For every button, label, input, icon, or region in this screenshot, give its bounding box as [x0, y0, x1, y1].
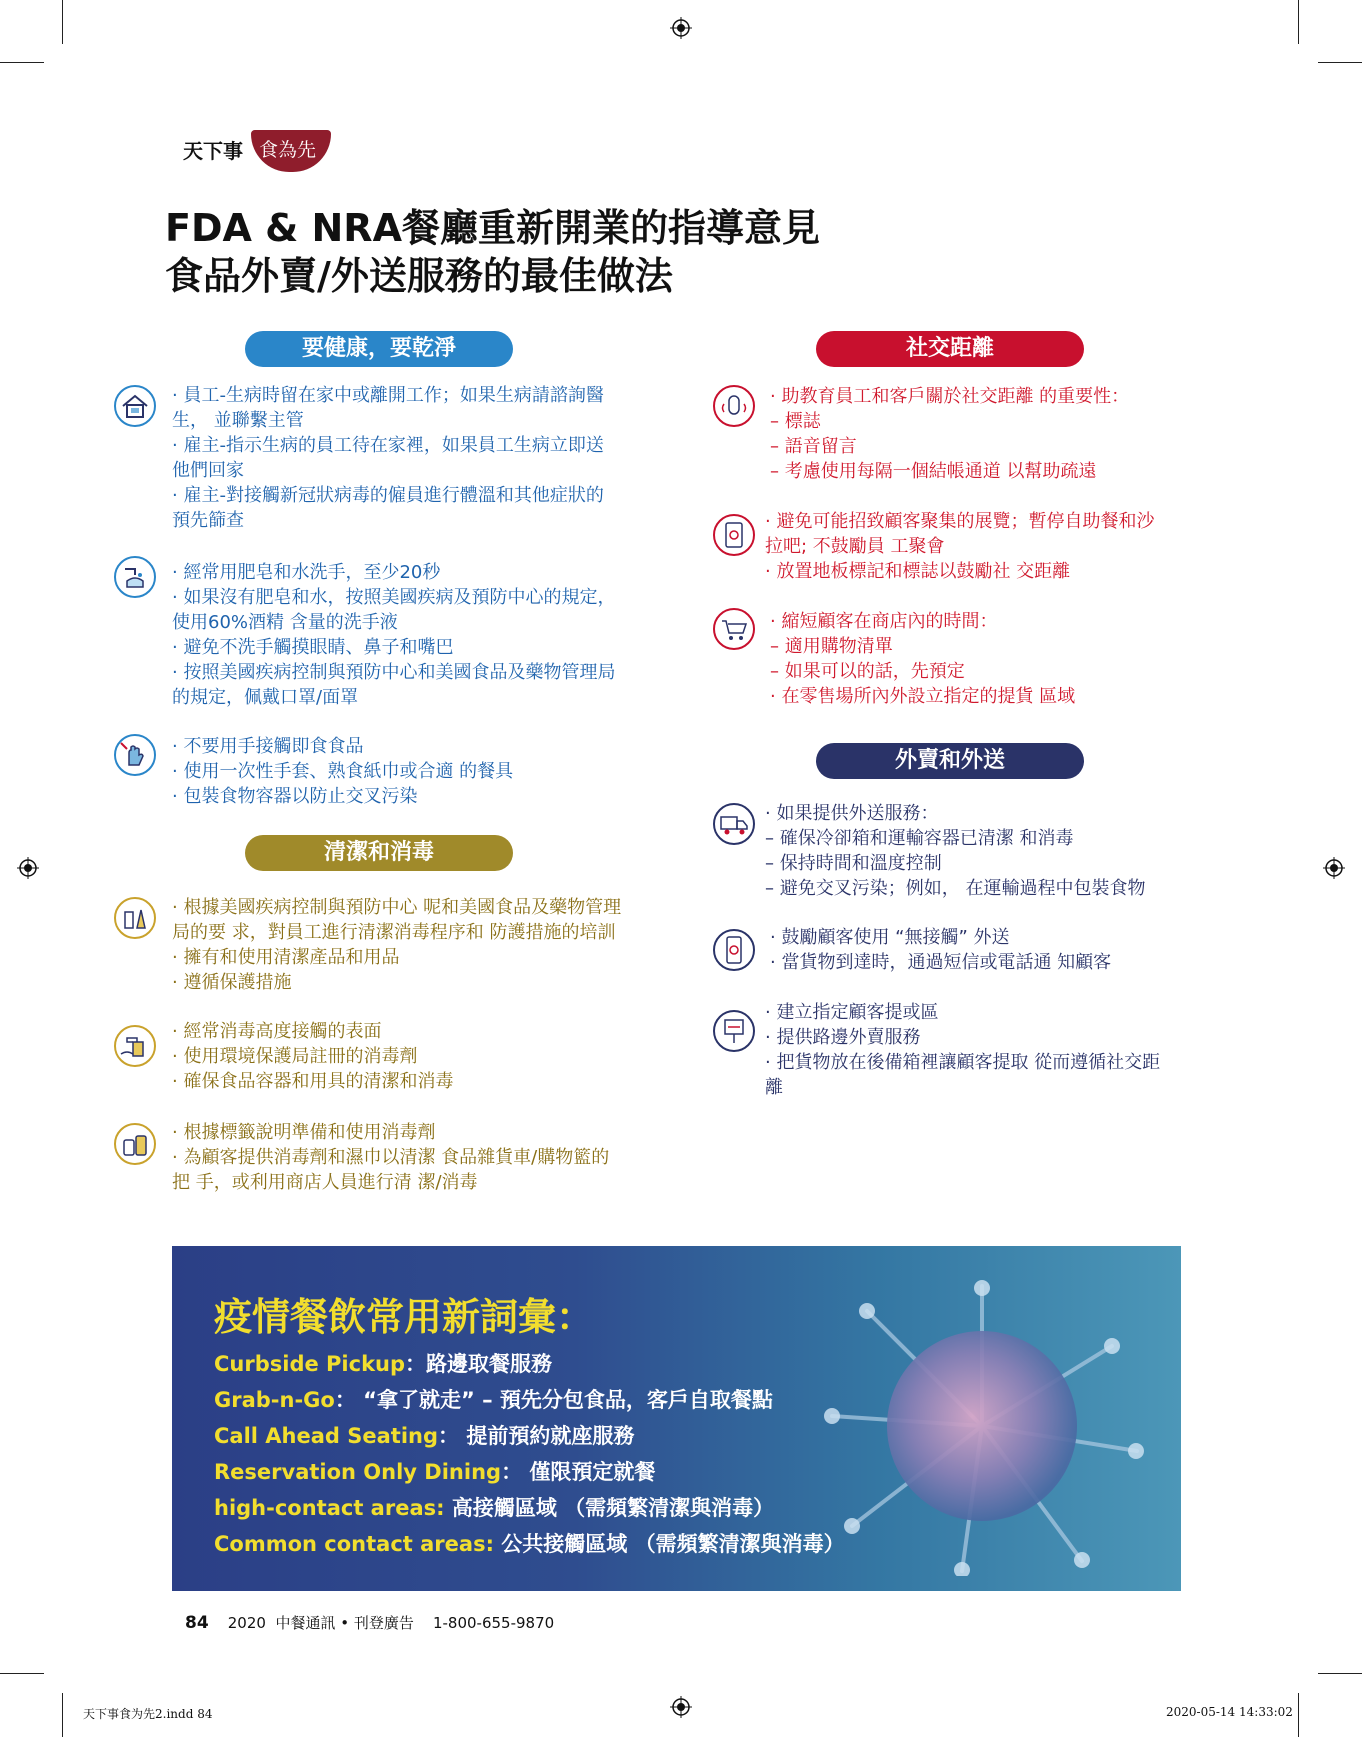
delivery-truck-icon — [712, 802, 756, 846]
crop-mark — [1318, 62, 1362, 63]
cleaning-group-1-text: · 根據美國疾病控制與預防中心 呢和美國食品及藥物管理 局的要 求，對員工進行清潔消毒程序和 防護措施的培訓 · 擁有和使用清潔產品和用品 · 遵循保護措施 — [172, 897, 622, 993]
announcement-icon — [712, 384, 756, 428]
glossary-term: Curbside Pickup — [214, 1352, 406, 1376]
section-heading-healthy: 要健康，要乾淨 — [245, 331, 513, 367]
cleaning-group-2-text: · 經常消毒高度接觸的表面 · 使用環境保護局註冊的消毒劑 · 確保食品容器和用具的清潔和消毒 — [172, 1021, 454, 1092]
gloves-icon — [113, 733, 157, 777]
page-title-line-2: 食品外賣/外送服務的最佳做法 — [165, 254, 673, 298]
logo-bowl — [251, 130, 331, 172]
disinfectant-bottles-icon — [113, 1122, 157, 1166]
takeout-group-1-text: · 如果提供外送服務： – 確保冷卻箱和運輸容器已清潔 和消毒 – 保持時間和溫度控制 – 避免交叉污染；例如， 在運輸過程中包裝食物 — [765, 803, 1146, 899]
footer-phone: 1-800-655-9870 — [432, 1614, 555, 1632]
footer-year: 2020 — [227, 1614, 266, 1632]
section-heading-cleaning: 清潔和消毒 — [245, 835, 513, 871]
cleaning-group-3-text: · 根據標籤說明準備和使用消毒劑 · 為顧客提供消毒劑和濕巾以清潔 食品雜貨車/購物籃的 把 手，或利用商店人員進行清 潔/消毒 — [172, 1122, 610, 1193]
glossary-item: Curbside Pickup：路邊取餐服務 — [214, 1352, 553, 1376]
glossary-item: Call Ahead Seating： 提前預約就座服務 — [214, 1424, 635, 1448]
glossary-term: Common contact areas: — [214, 1532, 494, 1556]
healthy-group-2-text: · 經常用肥皂和水洗手，至少20秒 · 如果沒有肥皂和水，按照美國疾病及預防中心的規定， 使用60%酒精 含量的洗手液 · 避免不洗手觸摸眼睛、鼻子和嘴巴 · 按照美國疾病控制與預防中心和美國食品及藥物管理局 的規定，佩戴口罩/面罩 — [172, 562, 616, 708]
page-number: 84 — [185, 1613, 209, 1633]
house-icon — [113, 384, 157, 428]
pickup-sign-icon — [712, 1009, 756, 1053]
glossary-term: Grab-n-Go — [214, 1388, 335, 1412]
page-footer — [185, 1612, 554, 1633]
glossary-title: 疫情餐飲常用新詞彙： — [214, 1295, 595, 1339]
crop-mark — [1298, 0, 1299, 44]
glossary-item: Grab-n-Go： “拿了就走” – 預先分包食品，客戶自取餐點 — [214, 1388, 773, 1412]
crop-mark — [1318, 1673, 1362, 1674]
glossary-definition: 路邊取餐服務 — [426, 1352, 553, 1376]
glossary-definition: 提前預約就座服務 — [459, 1424, 635, 1448]
glossary-term: Call Ahead Seating — [214, 1424, 439, 1448]
glossary-term: Reservation Only Dining — [214, 1460, 502, 1484]
crop-mark — [0, 62, 44, 63]
healthy-group-3-text: · 不要用手接觸即食食品 · 使用一次性手套、熟食紙巾或合適 的餐具 · 包裝食物容器以防止交叉污染 — [172, 736, 514, 807]
section-heading-distancing: 社交距離 — [816, 331, 1084, 367]
hand-washing-icon — [113, 555, 157, 599]
page-title-line-1: FDA & NRA餐廳重新開業的指導意見 — [165, 206, 820, 250]
glossary-term: high-contact areas: — [214, 1496, 445, 1520]
glossary-banner — [172, 1246, 1181, 1591]
distancing-group-1-text: · 助教育員工和客戶關於社交距離 的重要性： – 標誌 – 語音留言 – 考慮使用每隔一個結帳通道 以幫助疏遠 — [770, 386, 1130, 482]
healthy-group-1-text: · 員工-生病時留在家中或離開工作；如果生病請諮詢醫 生， 並聯繫主管 · 雇主-指示生病的員工待在家裡，如果員工生病立即送 他們回家 · 雇主-對接觸新冠狀病毒的僱員進行體溫和其他症狀的 預先篩查 — [172, 385, 604, 531]
registration-mark-icon — [17, 857, 39, 879]
crop-mark — [62, 0, 63, 44]
footer-publication: 中餐通訊 • 刊登廣告 — [275, 1614, 414, 1632]
phone-icon — [712, 928, 756, 972]
shopping-cart-icon — [712, 607, 756, 651]
glossary-item: Reservation Only Dining： 僅限預定就餐 — [214, 1460, 656, 1484]
distancing-group-2-text: · 避免可能招致顧客聚集的展覽；暫停自助餐和沙 拉吧; 不鼓勵員 工聚會 · 放置地板標記和標誌以鼓勵社 交距離 — [765, 511, 1155, 582]
distancing-group-3-text: · 縮短顧客在商店內的時間： – 適用購物清單 – 如果可以的話，先預定 · 在零售場所內外設立指定的提貨 區域 — [770, 611, 1076, 707]
logo-left-text: 天下事 — [183, 139, 243, 163]
registration-mark-icon — [670, 17, 692, 39]
crop-mark — [1298, 1693, 1299, 1737]
registration-mark-icon — [670, 1696, 692, 1718]
glossary-definition: 高接觸區域 （需頻繁清潔與消毒） — [451, 1496, 775, 1520]
takeout-group-3-text: · 建立指定顧客提或區 · 提供路邊外賣服務 · 把貨物放在後備箱裡讓顧客提取 從而遵循社交距 離 — [765, 1002, 1161, 1098]
slug-timestamp: 2020-05-14 14:33:02 — [1166, 1705, 1293, 1719]
glossary-item — [214, 1492, 774, 1522]
slug-file: 天下事食为先2.indd 84 — [83, 1707, 213, 1721]
logo-right-text: 食為先 — [259, 139, 317, 161]
glossary-definition: 公共接觸區域 （需頻繁清潔與消毒） — [501, 1532, 845, 1556]
virus-illustration — [812, 1276, 1152, 1576]
glossary-definition: 僅限預定就餐 — [522, 1460, 656, 1484]
glossary-item — [214, 1528, 845, 1558]
section-heading-takeout: 外賣和外送 — [816, 743, 1084, 779]
distance-sign-icon — [712, 513, 756, 557]
cleaning-supplies-icon — [113, 896, 157, 940]
crop-mark — [62, 1693, 63, 1737]
glossary-definition: “拿了就走” – 預先分包食品，客戶自取餐點 — [355, 1388, 773, 1412]
spray-icon — [113, 1024, 157, 1068]
crop-mark — [0, 1673, 44, 1674]
takeout-group-2-text: · 鼓勵顧客使用 “無接觸” 外送 · 當貨物到達時，通過短信或電話通 知顧客 — [770, 927, 1112, 973]
registration-mark-icon — [1323, 857, 1345, 879]
